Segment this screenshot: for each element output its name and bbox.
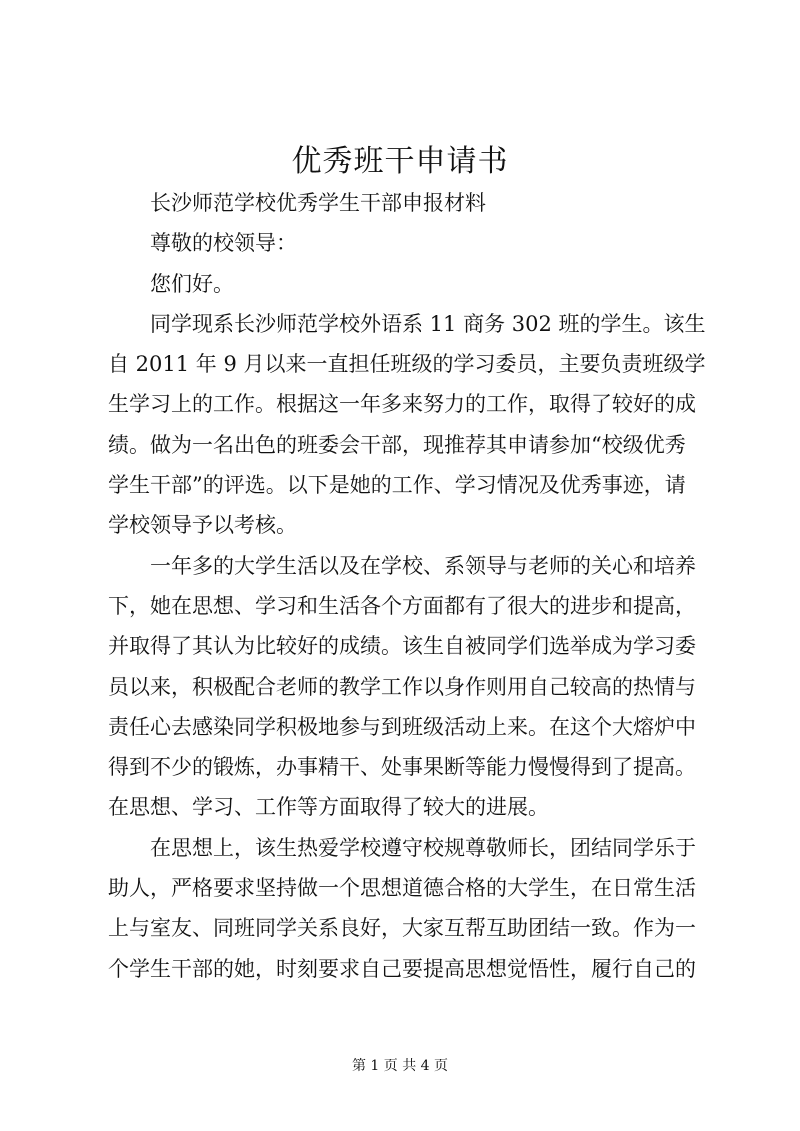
page-footer: 第 1 页 共 4 页 [351, 1058, 449, 1074]
text-line: 上与室友、同班同学关系良好，大家互帮互助团结一致。作为一 [108, 916, 696, 941]
text-line: 尊敬的校领导： [108, 231, 297, 256]
text-line: 并取得了其认为比较好的成绩。该生自被同学们选举成为学习委 [108, 634, 696, 659]
text-line: 学生干部”的评选。以下是她的工作、学习情况及优秀事迹，请 [108, 473, 686, 498]
text-line: 员以来，积极配合老师的教学工作以身作则用自己较高的热情与 [108, 674, 696, 699]
document-title: 优秀班干申请书 [291, 144, 509, 179]
text-line: 您们好。 [108, 271, 234, 296]
text-line: 同学现系长沙师范学校外语系 11 商务 302 班的学生。该生 [108, 311, 706, 336]
text-line: 下，她在思想、学习和生活各个方面都有了很大的进步和提高， [108, 593, 696, 618]
text-line: 责任心去感染同学积极地参与到班级活动上来。在这个大熔炉中 [108, 714, 696, 739]
text-line: 在思想上，该生热爱学校遵守校规尊敬师长，团结同学乐于 [108, 835, 696, 860]
text-line: 绩。做为一名出色的班委会干部，现推荐其申请参加“校级优秀 [108, 432, 686, 457]
text-line: 长沙师范学校优秀学生干部申报材料 [108, 191, 486, 215]
text-line: 得到不少的锻炼，办事精干、处事果断等能力慢慢得到了提高。 [108, 755, 696, 780]
document-body [108, 183, 706, 989]
text-line: 生学习上的工作。根据这一年多来努力的工作，取得了较好的成 [108, 392, 696, 417]
text-line: 个学生干部的她，时刻要求自己要提高思想觉悟性，履行自己的 [108, 956, 696, 981]
text-line: 自 2011 年 9 月以来一直担任班级的学习委员，主要负责班级学 [108, 352, 706, 377]
text-line: 学校领导予以考核。 [108, 513, 297, 538]
text-line: 助人，严格要求坚持做一个思想道德合格的大学生，在日常生活 [108, 876, 696, 901]
text-line: 在思想、学习、工作等方面取得了较大的进展。 [108, 795, 549, 820]
text-line: 一年多的大学生活以及在学校、系领导与老师的关心和培养 [108, 553, 696, 578]
